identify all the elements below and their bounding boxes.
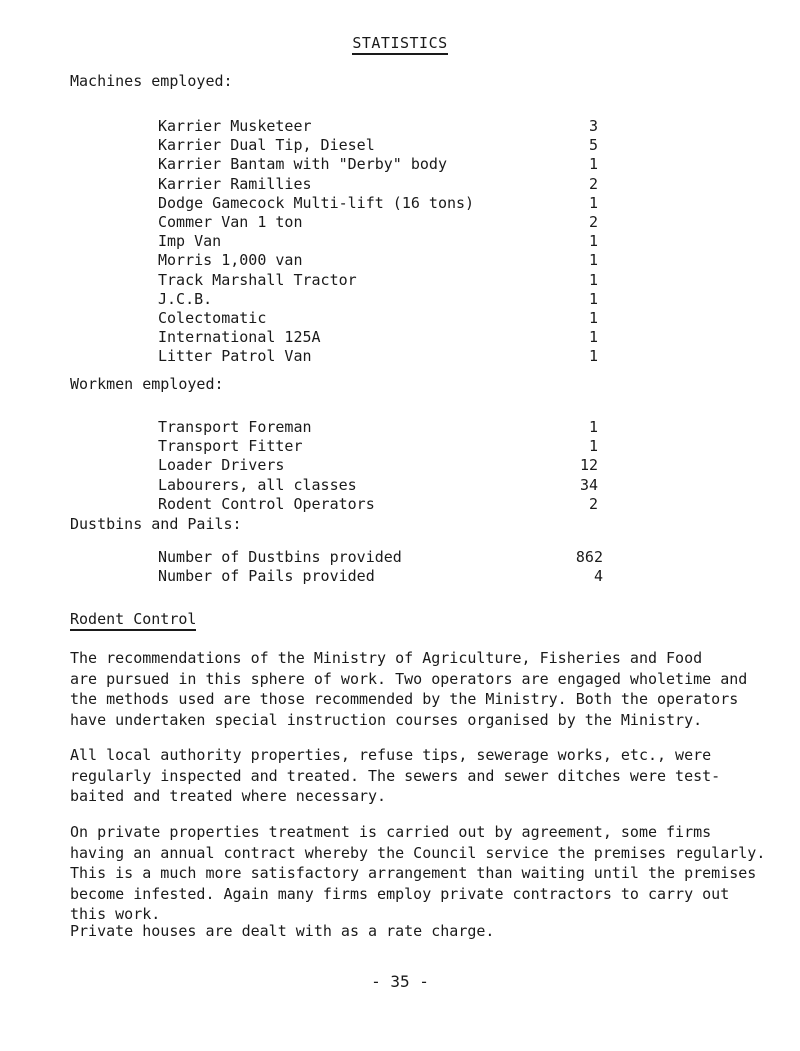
item-name: Karrier Ramillies (158, 174, 312, 193)
item-name: Labourers, all classes (158, 475, 357, 494)
page-number: - 35 - (371, 972, 429, 991)
list-item (158, 175, 598, 194)
item-name: International 125A (158, 328, 321, 347)
list-item (158, 271, 598, 290)
item-count: 1 (588, 418, 598, 436)
item-name: Transport Foreman (158, 418, 312, 436)
list-item (158, 548, 603, 567)
list-item (158, 232, 598, 251)
item-count: 1 (588, 437, 598, 456)
rodent-control-heading (70, 610, 196, 628)
item-count: 5 (588, 136, 598, 155)
item-count: 862 (575, 548, 603, 566)
item-count: 1 (588, 289, 598, 308)
list-item (158, 567, 603, 586)
page-heading (0, 34, 800, 52)
list-item (158, 418, 598, 437)
paragraph: The recommendations of the Ministry of Agriculture, Fisheries and Food are pursued in this sphere of work. Two operators are engaged wholetime and the methods used are those recommended by the Ministry. Both the operators have undertaken special instruction courses organised by the Ministry. (70, 649, 748, 729)
item-name: Rodent Control Operators (158, 494, 375, 513)
item-name: Imp Van (158, 232, 222, 251)
item-name: Colectomatic (158, 308, 267, 327)
item-count: 1 (588, 251, 598, 270)
list-item (158, 155, 598, 174)
page-heading-text: STATISTICS (352, 34, 447, 55)
list-item (158, 476, 598, 495)
dustbins-label: Dustbins and Pails: (70, 515, 242, 533)
list-item (158, 251, 598, 270)
item-name: J.C.B. (158, 289, 213, 308)
paragraph: Private houses are dealt with as a rate charge. (70, 922, 495, 940)
item-count: 1 (588, 155, 598, 174)
item-count: 4 (593, 567, 603, 586)
list-item (158, 290, 598, 309)
workmen-list (158, 418, 598, 514)
item-name: Karrier Musketeer (158, 117, 312, 135)
item-count: 1 (588, 232, 598, 251)
item-name: Karrier Dual Tip, Diesel (158, 136, 375, 155)
list-item (158, 456, 598, 475)
list-item (158, 136, 598, 155)
item-count: 1 (588, 328, 598, 347)
item-name: Litter Patrol Van (158, 347, 312, 366)
rodent-control-heading-text: Rodent Control (70, 610, 196, 631)
item-name: Number of Dustbins provided (158, 548, 402, 566)
list-item (158, 117, 598, 136)
item-count: 1 (588, 308, 598, 327)
list-item (158, 194, 598, 213)
item-name: Morris 1,000 van (158, 251, 303, 270)
paragraph: On private properties treatment is carried out by agreement, some firms having an annual contract whereby the Council service the premises regularly. This is a much more satisfactory arrangement than waiting until the premises become infested. Again many firms employ private contractors to carry out this work. (70, 823, 766, 923)
item-name: Commer Van 1 ton (158, 212, 303, 231)
item-name: Dodge Gamecock Multi-lift (16 tons) (158, 193, 475, 212)
list-item (158, 328, 598, 347)
item-count: 3 (588, 117, 598, 135)
item-count: 34 (579, 475, 598, 494)
item-count: 2 (588, 212, 598, 231)
list-item (158, 347, 598, 366)
paragraph: All local authority properties, refuse tips, sewerage works, etc., were regularly inspected and treated. The sewers and sewer ditches were test- baited and treated where necessary. (70, 746, 721, 805)
item-count: 1 (588, 347, 598, 366)
item-name: Track Marshall Tractor (158, 270, 357, 289)
list-item (158, 437, 598, 456)
item-name: Karrier Bantam with "Derby" body (158, 155, 447, 174)
machines-label: Machines employed: (70, 72, 233, 90)
item-count: 12 (579, 456, 598, 475)
machines-list (158, 117, 598, 366)
item-name: Loader Drivers (158, 456, 285, 475)
list-item (158, 213, 598, 232)
list-item (158, 495, 598, 514)
item-count: 1 (588, 193, 598, 212)
item-count: 1 (588, 270, 598, 289)
dustbins-list (158, 548, 603, 586)
item-count: 2 (588, 174, 598, 193)
list-item (158, 309, 598, 328)
item-name: Number of Pails provided (158, 567, 375, 586)
item-count: 2 (588, 494, 598, 513)
item-name: Transport Fitter (158, 437, 303, 456)
workmen-label: Workmen employed: (70, 375, 224, 393)
